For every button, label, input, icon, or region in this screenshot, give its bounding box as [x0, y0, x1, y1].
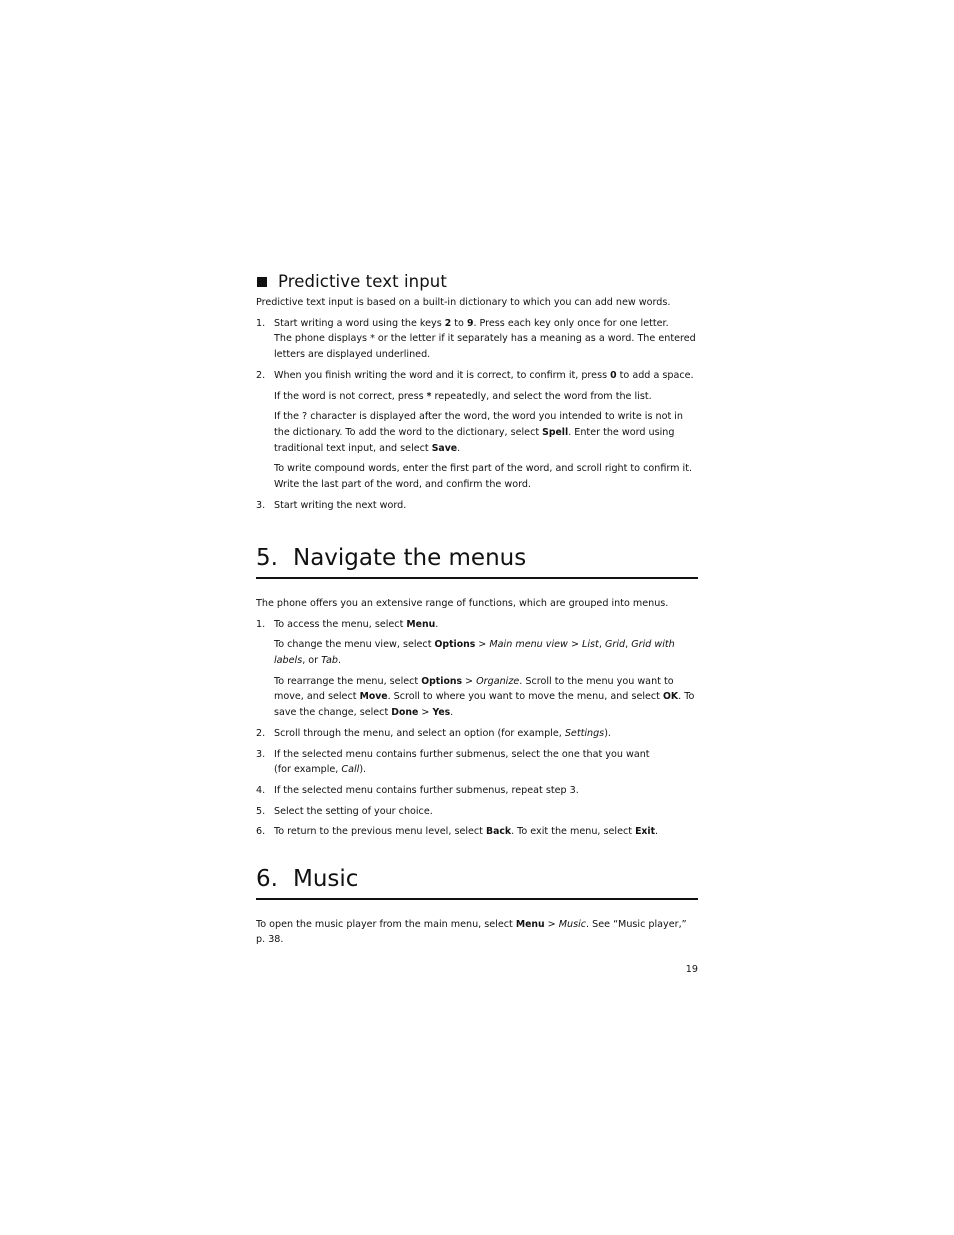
section-intro: Predictive text input is based on a built-in dictionary to which you can add new words. — [256, 297, 671, 308]
list-item — [256, 747, 698, 778]
list-number: 3. — [256, 499, 266, 511]
list-item — [256, 783, 698, 799]
page-number: 19 — [685, 963, 698, 975]
chapter-5 — [256, 543, 698, 840]
step-text: (for example, Call). — [274, 764, 367, 776]
list-number: 5. — [256, 805, 266, 817]
list-number: 1. — [256, 317, 266, 329]
step-text: If the selected menu contains further submenus, repeat step 3. — [274, 784, 579, 796]
list-number: 3. — [256, 748, 266, 760]
list-item — [256, 498, 698, 514]
chapter-rule — [256, 898, 698, 900]
list-number: 2. — [256, 727, 266, 739]
step-text: If the selected menu contains further submenus, select the one that you want — [274, 748, 650, 760]
chapter-intro: The phone offers you an extensive range of functions, which are grouped into menus. — [256, 597, 669, 609]
chapter-intro: To open the music player from the main menu, select Menu > Music. See “Music player,” p. 38. — [256, 918, 687, 946]
step-text: To rearrange the menu, select Options > Organize. Scroll to the menu you want to move, and select Move. Scroll to where you want to move the menu, and select OK. To save the change, select Done > Yes. — [274, 675, 695, 719]
list-item — [256, 316, 698, 363]
list-number: 1. — [256, 618, 266, 630]
list-number: 4. — [256, 784, 266, 796]
list-number: 2. — [256, 369, 266, 381]
step-text: If the word is not correct, press * repeatedly, and select the word from the list. — [274, 390, 652, 402]
step-text: If the ? character is displayed after the word, the word you intended to write is not in the dictionary. To add the word to the dictionary, select Spell. Enter the word using traditional text input, and select Save. — [274, 411, 684, 454]
list-number: 6. — [256, 826, 266, 838]
step-text: Start writing the next word. — [274, 499, 407, 511]
list-item — [256, 804, 698, 820]
step-text: To access the menu, select Menu. — [274, 618, 439, 630]
step-text: Scroll through the menu, and select an option (for example, Settings). — [274, 727, 611, 739]
list-item — [256, 824, 698, 840]
step-text: To write compound words, enter the first part of the word, and scroll right to confirm it. Write the last part of the word, and confirm the word. — [274, 463, 693, 491]
chapter-rule — [256, 577, 698, 579]
page-content — [256, 272, 698, 984]
step-text: To change the menu view, select Options > Main menu view > List, Grid, Grid with labels, or Tab. — [274, 639, 675, 667]
list-item — [256, 368, 698, 493]
square-bullet-icon — [257, 277, 267, 287]
step-text: The phone displays * or the letter if it separately has a meaning as a word. The entered letters are displayed underlined. — [274, 333, 696, 361]
section-heading — [256, 272, 698, 291]
section-title: Predictive text input — [278, 272, 447, 291]
step-text: To return to the previous menu level, select Back. To exit the menu, select Exit. — [274, 826, 659, 838]
step-text: Start writing a word using the keys 2 to 9. Press each key only once for one letter. — [274, 317, 669, 329]
step-text: When you finish writing the word and it is correct, to confirm it, press 0 to add a space. — [274, 369, 694, 381]
list-item — [256, 726, 698, 742]
step-text: Select the setting of your choice. — [274, 805, 433, 817]
chapter-6 — [256, 864, 698, 948]
chapter-title: 5. Navigate the menus — [256, 545, 527, 572]
list-item — [256, 617, 698, 721]
chapter-title: 6. Music — [256, 866, 359, 893]
